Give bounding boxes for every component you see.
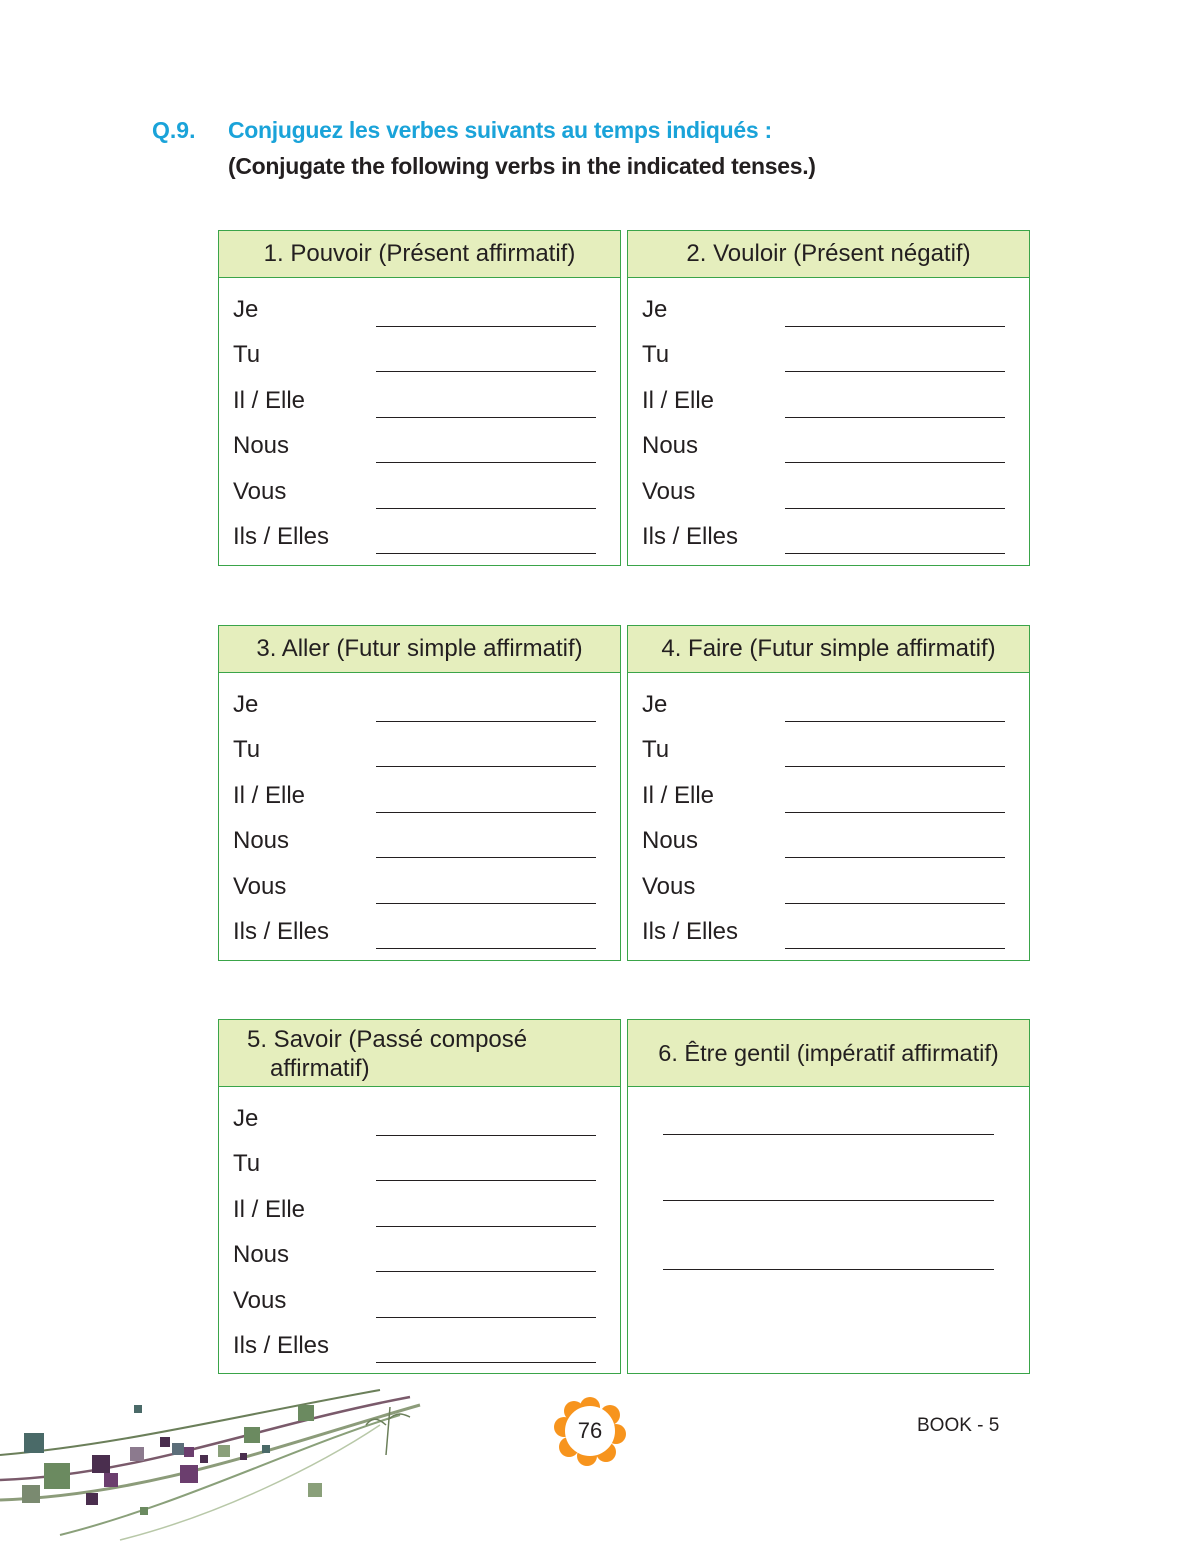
pronoun-row [628,432,1029,472]
pronoun-row [219,523,620,563]
pronoun-row [219,736,620,776]
answer-line[interactable] [663,1269,994,1270]
answer-line[interactable] [376,1226,596,1227]
pronoun-label: Vous [642,477,696,505]
page-number-badge [553,1396,627,1466]
answer-line[interactable] [376,903,596,904]
pronoun-label: Ils / Elles [642,918,739,945]
pronoun-row [628,387,1029,427]
box-heading: 3. Aller (Futur simple affirmatif) [219,626,620,673]
answer-line[interactable] [785,371,1005,372]
answer-line[interactable] [785,553,1005,554]
pronoun-label: Nous [233,1241,290,1269]
box-heading-line-1: 5. Savoir (Passé composé [247,1026,528,1053]
pronoun-row [628,827,1029,867]
answer-line[interactable] [376,553,596,554]
pronoun-label: Vous [233,477,287,505]
pronoun-row [219,918,620,958]
pronoun-row [628,918,1029,958]
pronoun-label: Nous [233,432,290,460]
box-heading: 4. Faire (Futur simple affirmatif) [628,626,1029,673]
box-heading: 6. Être gentil (impératif affirmatif) [628,1020,1029,1087]
pronoun-label: Ils / Elles [233,523,330,550]
conjugation-box-2 [627,230,1030,566]
question-subtitle: (Conjugate the following verbs in the indicated tenses.) [228,153,816,179]
pronoun-label: Il / Elle [233,781,306,809]
pronoun-row [219,296,620,336]
answer-line[interactable] [785,857,1005,858]
pronoun-row [219,432,620,472]
pronoun-label: Nous [233,827,290,855]
pronoun-label: Il / Elle [642,386,715,414]
answer-line[interactable] [785,903,1005,904]
answer-line[interactable] [376,1271,596,1272]
answer-line[interactable] [785,508,1005,509]
pronoun-label: Je [233,1105,259,1132]
conjugation-box-5 [218,1019,621,1374]
answer-line[interactable] [376,371,596,372]
pronoun-row [628,736,1029,776]
answer-line[interactable] [376,766,596,767]
pronoun-row [628,782,1029,822]
pronoun-row [219,1105,620,1145]
pronoun-label: Nous [642,827,699,855]
pronoun-label: Ils / Elles [642,523,739,550]
answer-line[interactable] [376,1180,596,1181]
box-heading: 1. Pouvoir (Présent affirmatif) [219,231,620,278]
pronoun-label: Tu [233,341,261,369]
answer-line[interactable] [376,462,596,463]
pronoun-row [219,387,620,427]
pronoun-row [219,1287,620,1327]
pronoun-row [628,341,1029,381]
answer-line[interactable] [785,948,1005,949]
pronoun-label: Ils / Elles [233,1332,330,1359]
conjugation-box-4 [627,625,1030,961]
pronoun-label: Je [642,691,668,718]
box-heading [219,1020,620,1087]
answer-line[interactable] [785,721,1005,722]
pronoun-row [628,296,1029,336]
pronoun-row [219,1332,620,1372]
pronoun-label: Il / Elle [233,386,306,414]
pronoun-row [628,691,1029,731]
answer-line[interactable] [376,721,596,722]
pronoun-label: Il / Elle [233,1195,306,1223]
answer-line[interactable] [376,1317,596,1318]
pronoun-row [219,873,620,913]
pronoun-label: Je [642,296,668,323]
answer-line[interactable] [785,326,1005,327]
conjugation-box-1 [218,230,621,566]
pronoun-label: Tu [233,736,261,764]
pronoun-label: Vous [233,872,287,900]
answer-line[interactable] [663,1134,994,1135]
conjugation-box-3 [218,625,621,961]
pronoun-row [219,1150,620,1190]
answer-line[interactable] [376,326,596,327]
pronoun-row [219,827,620,867]
pronoun-row [219,691,620,731]
pronoun-label: Vous [642,872,696,900]
box-heading-line-2: affirmatif) [270,1055,370,1082]
pronoun-row [219,1196,620,1236]
pronoun-label: Tu [642,341,670,369]
pronoun-row [219,341,620,381]
pronoun-row [628,873,1029,913]
pronoun-label: Il / Elle [642,781,715,809]
question-number: Q.9. [152,117,196,143]
answer-line[interactable] [376,508,596,509]
pronoun-label: Vous [233,1286,287,1314]
answer-line[interactable] [785,417,1005,418]
decorative-swirl-graphic [0,1385,430,1545]
answer-line[interactable] [376,417,596,418]
answer-line[interactable] [663,1200,994,1201]
pronoun-label: Tu [233,1150,261,1178]
pronoun-row [219,1241,620,1281]
question-title: Conjuguez les verbes suivants au temps indiqués : [228,117,772,143]
answer-line[interactable] [785,812,1005,813]
answer-line[interactable] [785,462,1005,463]
pronoun-row [628,523,1029,563]
pronoun-row [219,478,620,518]
answer-line[interactable] [376,1362,596,1363]
answer-line[interactable] [785,766,1005,767]
page-number: 76 [577,1418,603,1443]
answer-line[interactable] [376,857,596,858]
pronoun-label: Ils / Elles [233,918,330,945]
pronoun-label: Je [233,691,259,718]
answer-line[interactable] [376,1135,596,1136]
pronoun-label: Nous [642,432,699,460]
pronoun-row [628,478,1029,518]
pronoun-label: Je [233,296,259,323]
book-label: BOOK - 5 [917,1415,1000,1436]
pronoun-label: Tu [642,736,670,764]
answer-line[interactable] [376,948,596,949]
pronoun-row [219,782,620,822]
answer-line[interactable] [376,812,596,813]
conjugation-box-6 [627,1019,1030,1374]
box-heading: 2. Vouloir (Présent négatif) [628,231,1029,278]
